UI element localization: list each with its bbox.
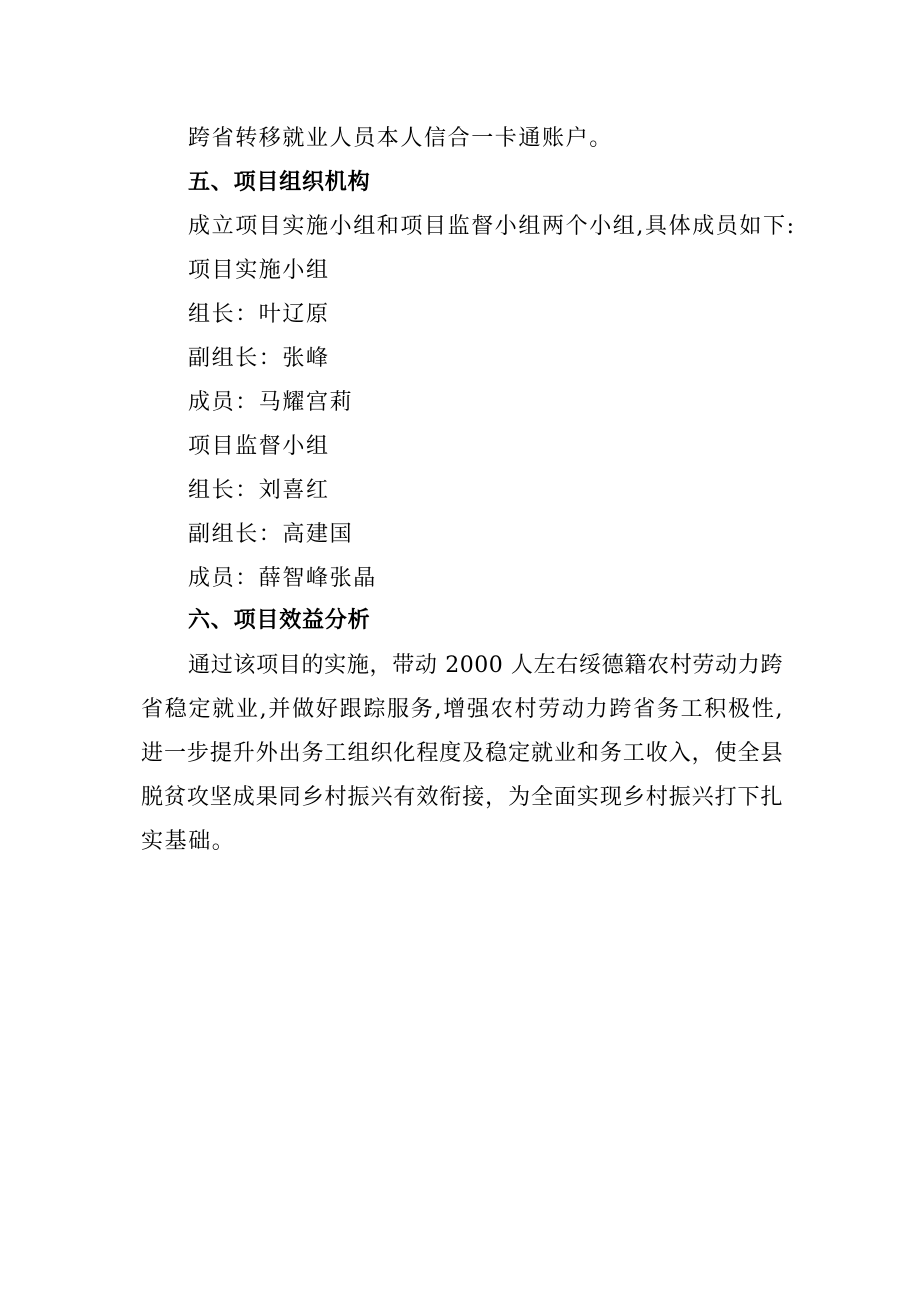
paragraph-line: 通过该项目的实施，带动 2000 人左右绥德籍农村劳动力跨 — [188, 653, 783, 678]
group-members: 成员：薛智峰张晶 — [188, 566, 377, 591]
paragraph-line: 成立项目实施小组和项目监督小组两个小组,具体成员如下: — [188, 214, 796, 239]
section-heading: 五、项目组织机构 — [188, 170, 371, 195]
group-members: 成员：马耀宫莉 — [188, 390, 354, 415]
paragraph-line: 省稳定就业,并做好跟踪服务,增强农村劳动力跨省务工积极性, — [141, 697, 783, 722]
paragraph-line: 跨省转移就业人员本人信合一卡通账户。 — [188, 126, 613, 151]
section-heading: 六、项目效益分析 — [188, 608, 371, 633]
paragraph-line: 进一步提升外出务工组织化程度及稳定就业和务工收入，使全县 — [141, 741, 783, 766]
group-title: 项目监督小组 — [188, 434, 330, 459]
group-title: 项目实施小组 — [188, 258, 330, 283]
paragraph-line: 实基础。 — [141, 829, 236, 854]
group-leader: 组长：叶辽原 — [188, 302, 330, 327]
group-deputy: 副组长：高建国 — [188, 522, 354, 547]
group-leader: 组长：刘喜红 — [188, 478, 330, 503]
paragraph-line: 脱贫攻坚成果同乡村振兴有效衔接，为全面实现乡村振兴打下扎 — [141, 785, 783, 810]
group-deputy: 副组长：张峰 — [188, 346, 330, 371]
